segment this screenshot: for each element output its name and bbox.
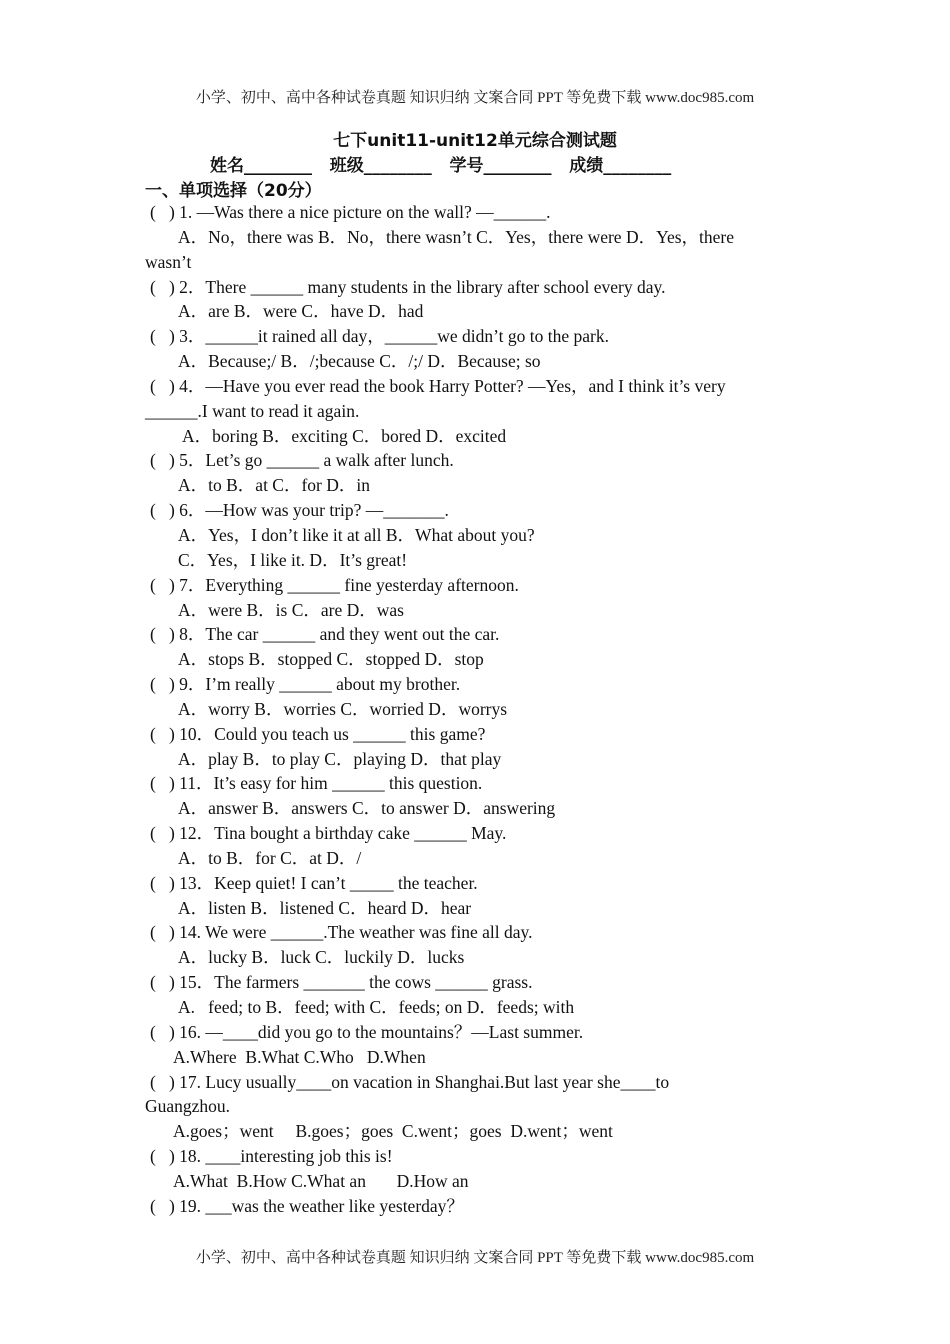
question-line: ( ) 1. —Was there a nice picture on the wall? —______. xyxy=(150,202,551,222)
options-line: A．were B．is C．are D．was xyxy=(178,599,404,620)
options-line: A.What B.How C.What an D.How an xyxy=(173,1170,469,1191)
question-line: ( ) 18. ____interesting job this is! xyxy=(150,1146,393,1167)
options-line: A．stops B．stopped C．stopped D．stop xyxy=(178,649,484,670)
question-line: ( ) 2．There ______ many students in the library after school every day. xyxy=(150,276,666,297)
page-header: 小学、初中、高中各种试卷真题 知识归纳 文案合同 PPT 等免费下载 www.doc985.com xyxy=(195,90,755,106)
question-line: ( ) 6．—How was your trip? —_______. xyxy=(150,500,449,521)
options-line: A．boring B．exciting C．bored D．excited xyxy=(182,425,507,446)
question-line: ( ) 3．______it rained all day，______we didn’t go to the park. xyxy=(150,326,609,347)
options-line: A．play B．to play C．playing D．that play xyxy=(178,748,502,769)
question-line: ( ) 8．The car ______ and they went out the car. xyxy=(150,624,500,645)
options-line: A．to B．at C．for D．in xyxy=(178,475,371,496)
question-line: ( ) 7．Everything ______ fine yesterday afternoon. xyxy=(150,574,519,595)
question-line: ( ) 15．The farmers _______ the cows ______ grass. xyxy=(150,972,533,993)
continuation-line: wasn’t xyxy=(145,251,192,272)
question-line: ( ) 13．Keep quiet! I can’t _____ the teacher. xyxy=(150,872,478,893)
options-line: A．listen B．listened C．heard D．hear xyxy=(178,897,472,918)
options-line: A．answer B．answers C．to answer D．answering xyxy=(178,798,556,819)
question-line: ( ) 19. ___was the weather like yesterday？ xyxy=(150,1195,464,1216)
continuation-line: Guangzhou. xyxy=(145,1096,231,1117)
question-line: ( ) 10．Could you teach us ______ this game? xyxy=(150,723,486,744)
question-line: ( ) 17. Lucy usually____on vacation in Shanghai.But last year she____to xyxy=(150,1071,670,1092)
page-footer: 小学、初中、高中各种试卷真题 知识归纳 文案合同 PPT 等免费下载 www.doc985.com xyxy=(195,1250,755,1266)
question-line: ( ) 16. —____did you go to the mountains？—Last summer. xyxy=(150,1021,584,1042)
continuation-line: ______.I want to read it again. xyxy=(145,400,360,421)
question-line: ( ) 4．—Have you ever read the book Harry Potter? —Yes，and I think it’s very xyxy=(150,375,726,396)
question-line: ( ) 11．It’s easy for him ______ this question. xyxy=(150,773,483,794)
section-heading: 一、单项选择（20分） xyxy=(145,181,322,201)
options-line: A．are B．were C．have D．had xyxy=(178,301,424,322)
options-line: C．Yes，I like it. D．It’s great! xyxy=(178,549,408,570)
options-line: A.Where B.What C.Who D.When xyxy=(173,1046,426,1067)
question-line: ( ) 5．Let’s go ______ a walk after lunch. xyxy=(150,450,454,471)
student-info-line: 姓名________ 班级________ 学号________ 成绩________ xyxy=(210,156,672,176)
options-line: A．worry B．worries C．worried D．worrys xyxy=(178,698,508,719)
options-line: A. feed; to B．feed; with C．feeds; on D．feeds; with xyxy=(178,997,575,1017)
options-line: A．lucky B．luck C．luckily D．lucks xyxy=(178,947,465,968)
page-title: 七下unit11-unit12单元综合测试题 xyxy=(333,131,617,151)
options-line: A．to B．for C．at D．/ xyxy=(178,847,362,868)
options-line: A.goes；went B.goes；goes C.went；goes D.went；went xyxy=(173,1121,613,1142)
options-line: A．Because;/ B．/;because C．/;/ D．Because; so xyxy=(178,351,541,372)
question-list xyxy=(145,200,815,1219)
question-line: ( ) 9．I’m really ______ about my brother. xyxy=(150,674,461,695)
options-line: A．No，there was B．No，there wasn’t C．Yes，there were D．Yes，there xyxy=(178,226,735,247)
question-line: ( ) 12．Tina bought a birthday cake ______ May. xyxy=(150,823,507,844)
question-line: ( ) 14. We were ______.The weather was fine all day. xyxy=(150,922,533,943)
options-line: A．Yes，I don’t like it at all B．What about you? xyxy=(178,524,535,545)
